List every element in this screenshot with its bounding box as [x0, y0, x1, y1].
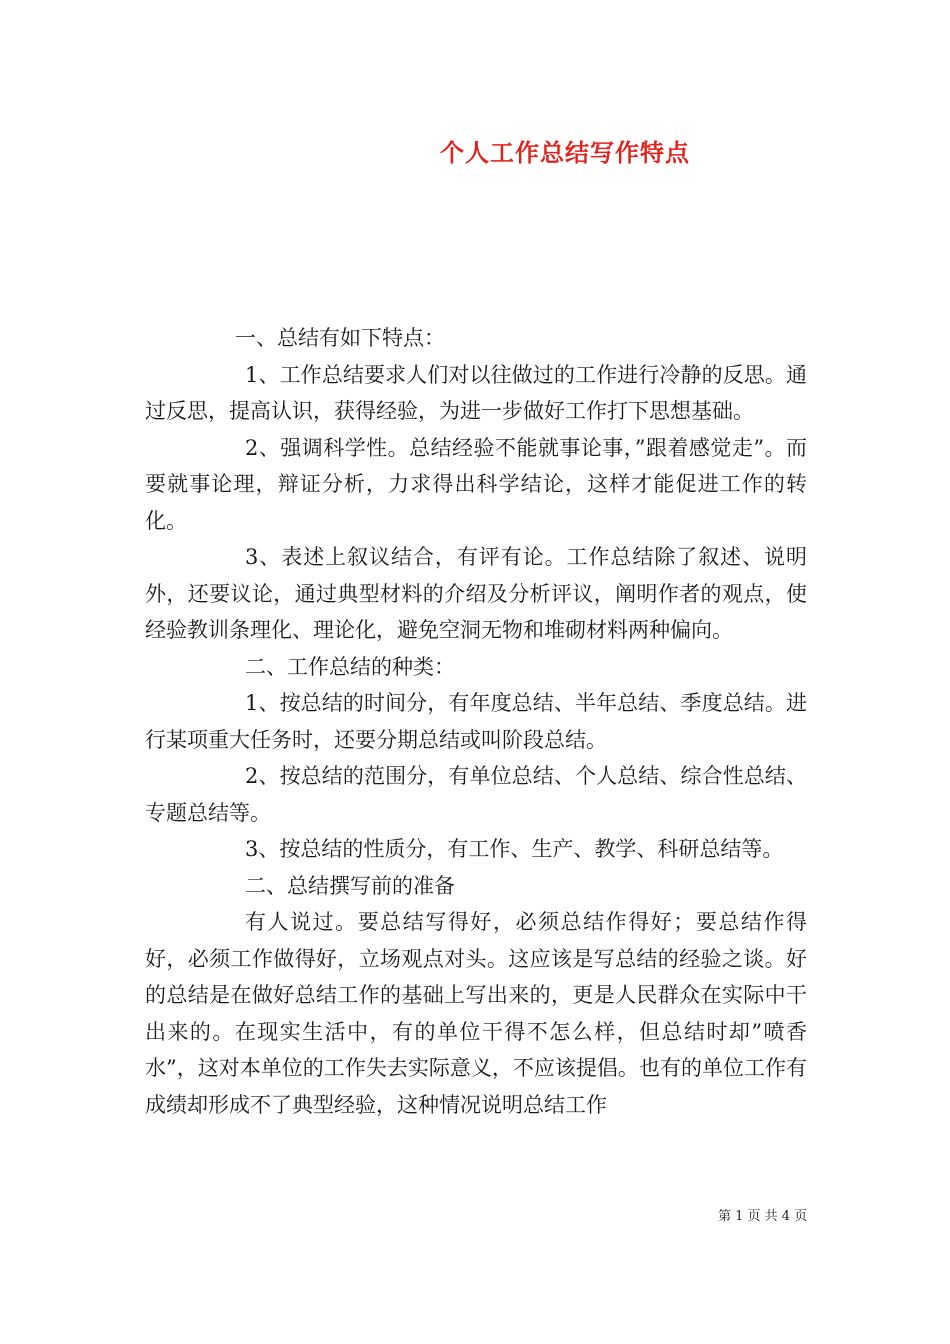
paragraph-type-3: 3、按总结的性质分，有工作、生产、教学、科研总结等。 — [245, 837, 784, 861]
section-heading-features: 一、总结有如下特点： — [235, 326, 445, 350]
paragraph-feature-2: 2、强调科学性。总结经验不能就事论事，”跟着感觉走”。而要就事论理，辩证分析，力求得出科学结论，这样才能促进工作的转化。 — [145, 435, 807, 533]
paragraph-type-1: 1、按总结的时间分，有年度总结、半年总结、季度总结。进行某项重大任务时，还要分期总结或叫阶段总结。 — [145, 691, 807, 752]
document-body — [145, 320, 807, 1123]
paragraph-preparation: 有人说过。要总结写得好，必须总结作得好；要总结作得好，必须工作做得好，立场观点对头。这应该是写总结的经验之谈。好的总结是在做好总结工作的基础上写出来的，更是人民群众在实际中干出来的。在现实生活中，有的单位干得不怎么样，但总结时却”喷香水”，这对本单位的工作失去实际意义，不应该提倡。也有的单位工作有成绩却形成不了典型经验，这种情况说明总结工作 — [145, 910, 807, 1117]
page-number-footer: 第 1 页 共 4 页 — [718, 1209, 808, 1224]
document-title: 个人工作总结写作特点 — [440, 139, 690, 167]
section-heading-types: 二、工作总结的种类： — [245, 654, 455, 679]
paragraph-feature-3: 3、表述上叙议结合，有评有论。工作总结除了叙述、说明外，还要议论，通过典型材料的介绍及分析评议，阐明作者的观点，使经验教训条理化、理论化，避免空洞无物和堆砌材料两种偏向。 — [145, 545, 807, 642]
paragraph-feature-1: 1、工作总结要求人们对以往做过的工作进行冷静的反思。通过反思，提高认识，获得经验，为进一步做好工作打下思想基础。 — [145, 362, 807, 423]
paragraph-type-2: 2、按总结的范围分，有单位总结、个人总结、综合性总结、专题总结等。 — [145, 764, 807, 825]
section-heading-preparation: 二、总结撰写前的准备 — [245, 873, 455, 898]
